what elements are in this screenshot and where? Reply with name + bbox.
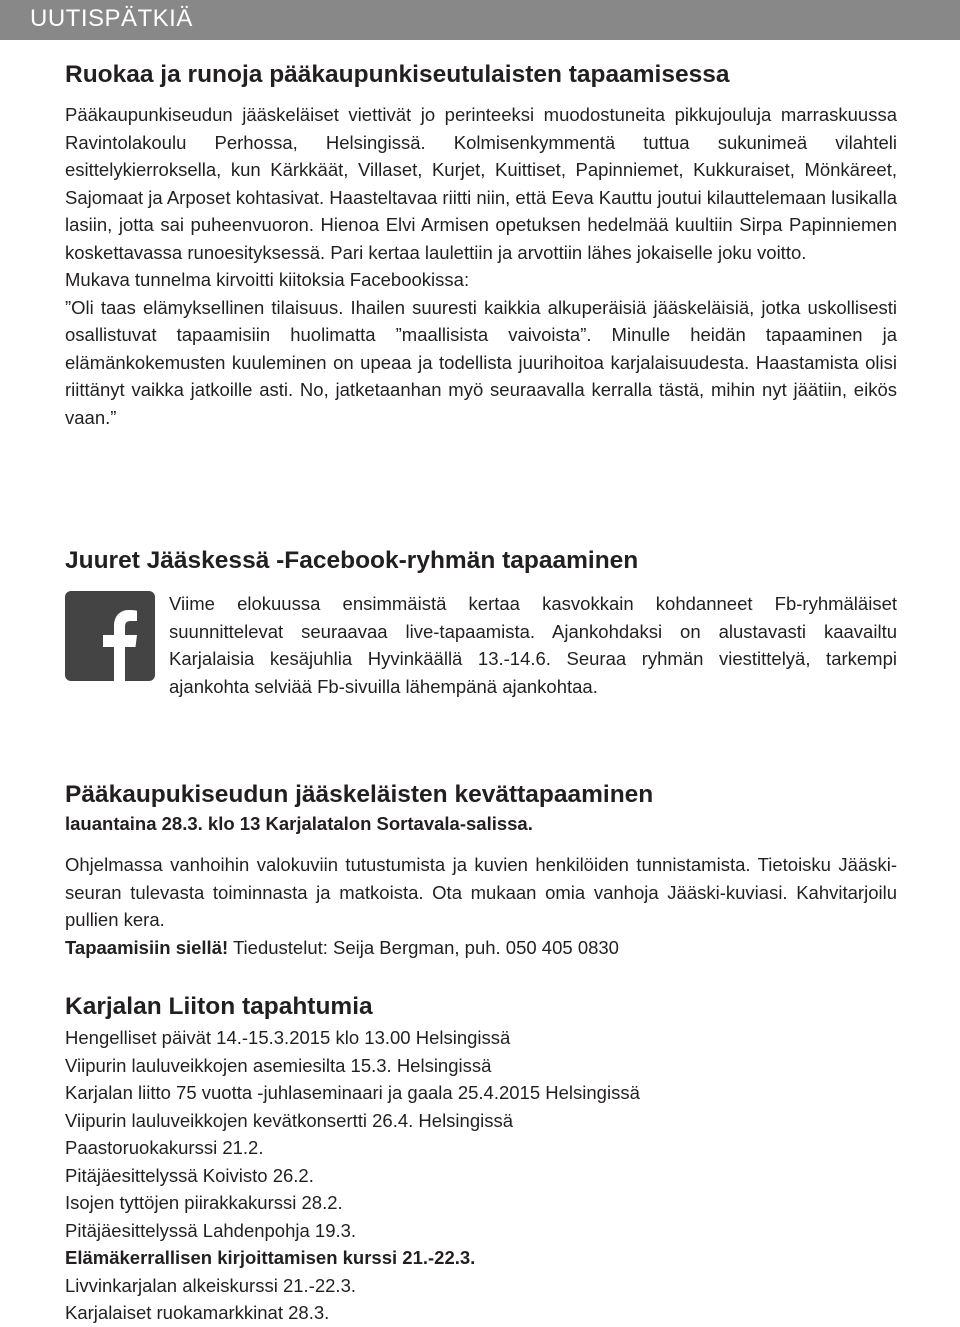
article-title: Karjalan Liiton tapahtumia — [65, 993, 373, 1020]
article-title: Ruokaa ja runoja pääkaupunkiseutulaisten tapaamisessa — [65, 61, 730, 88]
event-item: Pitäjäesittelyssä Lahdenpohja 19.3. — [65, 1219, 357, 1241]
event-item: Livvinkarjalan alkeiskurssi 21.-22.3. — [65, 1274, 356, 1296]
article-body — [65, 851, 897, 961]
event-item: Karjalan liitto 75 vuotta -juhlaseminaari ja gaala 25.4.2015 Helsingissä — [65, 1082, 640, 1103]
event-item: Hengelliset päivät 14.-15.3.2015 klo 13.00 Helsingissä — [65, 1027, 511, 1048]
article-paragraph: Pääkaupunkiseudun jääskeläiset viettivät jo perinteeksi muodostuneita pikkujouluja marraskuussa Ravintolakoulu Perhossa, Helsingissä. Kolmisenkymmentä tuttua sukunimeä vilahteli esittelykierroksella, kun Kärkkäät, Villaset, Kurjet, Kuittiset, Papinniemet, Kukkuraiset, Mönkäreet, Sajomaat ja Arposet kohtasivat. Haasteltavaa riitti niin, että Eeva Kauttu joutui kilauttelemaan lusikalla lasiin, jotta sai puheenvuoron. Hienoa Elvi Armisen opetuksen hedelmää kuultiin Sirpa Papinniemen koskettavassa runoesityksessä. Pari kertaa laulettiin ja arvottiin lähes jokaiselle joku voitto. — [65, 104, 897, 263]
event-item: Paastoruokakurssi 21.2. — [65, 1137, 264, 1158]
event-item: Viipurin lauluveikkojen kevätkonsertti 26.4. Helsingissä — [65, 1109, 514, 1131]
event-list — [65, 1024, 897, 1327]
article-subtitle: lauantaina 28.3. klo 13 Karjalatalon Sortavala-salissa. — [65, 813, 533, 834]
article-paragraph: Ohjelmassa vanhoihin valokuviin tutustumista ja kuvien henkilöiden tunnistamista. Tietoisku Jääski-seuran tulevasta toiminnasta ja matkoista. Ota mukaan omia vanhoja Jääski-kuviasi. Kahvitarjoilu pullien kera. — [65, 854, 897, 930]
event-item: Elämäkerrallisen kirjoittamisen kurssi 21.-22.3. — [65, 1247, 476, 1268]
article-karelian-events — [65, 992, 897, 1327]
facebook-block — [65, 590, 897, 700]
article-title: Juuret Jääskessä -Facebook-ryhmän tapaaminen — [65, 547, 639, 574]
section-header-title: UUTISPÄTKIÄ — [30, 5, 193, 32]
article-body: Viime elokuussa ensimmäistä kertaa kasvokkain kohdanneet Fb-ryhmäläiset suunnittelevat seuraavaa live-tapaamista. Ajankohdaksi on alustavasti kaavailtu Karjalaisia kesäjuhlia Hyvinkäällä 13.-14.6. Seuraa ryhmän viestittelyä, tarkempi ajankohta selviää Fb-sivuilla lähempänä ajankohtaa. — [169, 593, 897, 697]
event-item: Viipurin lauluveikkojen asemiesilta 15.3. Helsingissä — [65, 1054, 492, 1076]
facebook-icon — [65, 591, 155, 681]
article-paragraph: Mukava tunnelma kirvoitti kiitoksia Facebookissa: — [65, 269, 470, 290]
article-spring-meeting — [65, 780, 897, 961]
event-item: Pitäjäesittelyssä Koivisto 26.2. — [65, 1164, 314, 1186]
section-header-bar — [0, 0, 960, 40]
facebook-quote: ”Oli taas elämyksellinen tilaisuus. Ihailen suuresti kaikkia alkuperäisiä jääskeläisiä, jotka uskollisesti osallistuvat tapaamisiin huolimatta ”maallisista vaivoista”. Minulle heidän tapaaminen ja elämänkokemusten kuuleminen on upeaa ja todellista juurihoitoa karjalaisuudesta. Haastamista olisi riittänyt vaikka jatkoille asti. No, jatketaanhan myö seuraavalla kerralla tästä, mihin nyt jäätiin, eikös vaan.” — [65, 296, 897, 428]
contact-info: Tiedustelut: Seija Bergman, puh. 050 405 0830 — [228, 936, 619, 958]
article-title: Pääkaupukiseudun jääskeläisten kevättapaaminen — [65, 781, 654, 808]
event-item: Isojen tyttöjen piirakkakurssi 28.2. — [65, 1192, 343, 1213]
article-body — [65, 101, 897, 431]
article-bold-line: Tapaamisiin siellä! — [65, 936, 229, 958]
event-item: Karjalaiset ruokamarkkinat 28.3. — [65, 1302, 330, 1323]
article-food-and-poems — [65, 60, 897, 431]
article-facebook-group — [65, 546, 897, 700]
